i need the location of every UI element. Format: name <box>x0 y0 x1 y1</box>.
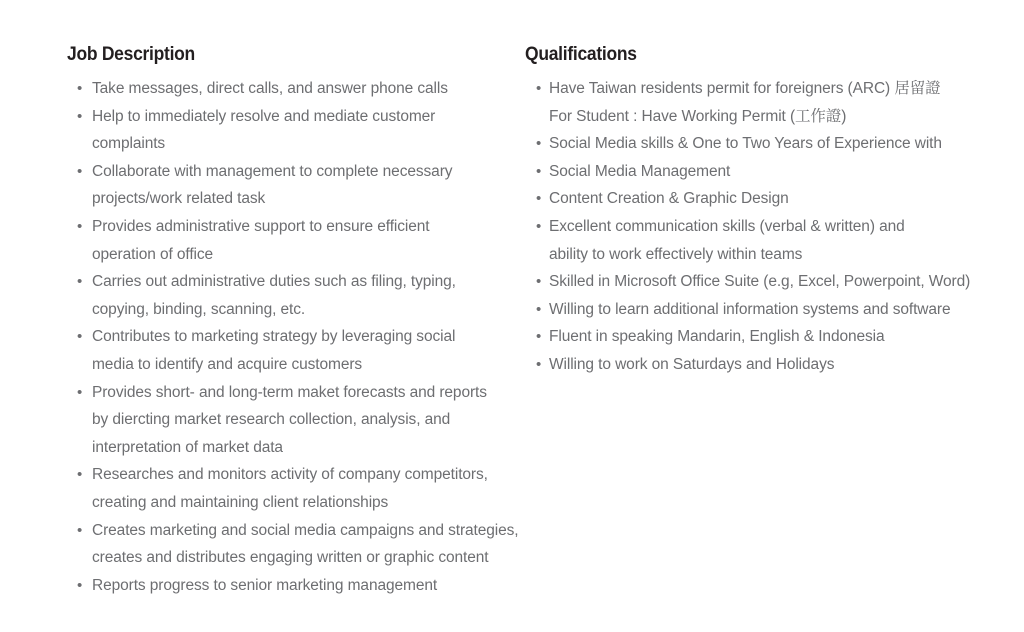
bullet-icon: • <box>77 107 83 125</box>
list-item-line: Help to immediately resolve and mediate customer <box>92 107 436 125</box>
bullet-icon: • <box>77 328 83 346</box>
list-item-line: Have Taiwan residents permit for foreigners (ARC) 居留證 <box>549 80 941 97</box>
bullet-icon: • <box>536 355 542 373</box>
list-item-line: Social Media Management <box>549 162 731 180</box>
list-item <box>525 296 1005 324</box>
bullet-icon: • <box>536 135 542 153</box>
list-item <box>525 323 1005 351</box>
list-item <box>67 158 517 213</box>
job-description-section <box>67 41 517 599</box>
list-item <box>525 351 1005 379</box>
bullet-icon: • <box>536 190 542 208</box>
list-item-line: Social Media skills & One to Two Years of Experience with <box>549 135 942 153</box>
bullet-icon: • <box>536 217 542 235</box>
list-item-line: Willing to work on Saturdays and Holidays <box>549 355 835 373</box>
list-item-line: complaints <box>92 135 166 153</box>
list-item-line: Content Creation & Graphic Design <box>549 190 789 208</box>
list-item <box>67 517 517 572</box>
list-item-line: media to identify and acquire customers <box>92 355 363 373</box>
list-item-line: Provides administrative support to ensure efficient <box>92 217 430 235</box>
list-item-line: Excellent communication skills (verbal & written) and <box>549 217 905 235</box>
list-item-line: creating and maintaining client relationships <box>92 493 389 511</box>
bullet-icon: • <box>77 576 83 594</box>
list-item-line: Collaborate with management to complete necessary <box>92 162 453 180</box>
list-item <box>67 323 517 378</box>
list-item-line: For Student : Have Working Permit (工作證) <box>549 107 847 125</box>
list-item <box>525 158 1005 186</box>
bullet-icon: • <box>536 80 542 97</box>
list-item <box>525 75 1005 130</box>
list-item <box>67 572 517 600</box>
list-item-line: Skilled in Microsoft Office Suite (e.g, Excel, Powerpoint, Word) <box>549 273 971 291</box>
bullet-icon: • <box>536 273 542 291</box>
list-item-line: Provides short- and long-term maket forecasts and reports <box>92 383 487 401</box>
list-item <box>67 213 517 268</box>
list-item-line: creates and distributes engaging written or graphic content <box>92 549 489 567</box>
list-item-line: interpretation of market data <box>92 438 283 456</box>
list-item <box>67 461 517 516</box>
list-item-line: projects/work related task <box>92 190 266 208</box>
bullet-icon: • <box>536 328 542 346</box>
list-item <box>67 268 517 323</box>
list-item-line: by diercting market research collection, analysis, and <box>92 411 451 429</box>
list-item <box>525 268 1005 296</box>
qualifications-heading: Qualifications <box>525 44 637 65</box>
list-item-line: copying, binding, scanning, etc. <box>92 300 306 318</box>
list-item <box>67 75 517 103</box>
bullet-icon: • <box>536 300 542 318</box>
list-item-line: operation of office <box>92 245 214 263</box>
bullet-icon: • <box>77 466 83 484</box>
qualifications-list <box>525 75 1005 379</box>
list-item <box>525 185 1005 213</box>
list-item-line: Creates marketing and social media campaigns and strategies, <box>92 521 519 539</box>
qualifications-section <box>525 41 1005 379</box>
list-item-line: Take messages, direct calls, and answer phone calls <box>92 80 448 97</box>
list-item-line: Fluent in speaking Mandarin, English & Indonesia <box>549 328 885 346</box>
bullet-icon: • <box>536 162 542 180</box>
list-item-line: Reports progress to senior marketing management <box>92 576 438 594</box>
list-item-line: Researches and monitors activity of company competitors, <box>92 466 488 484</box>
list-item-line: Carries out administrative duties such as filing, typing, <box>92 273 456 291</box>
bullet-icon: • <box>77 383 83 401</box>
bullet-icon: • <box>77 80 83 97</box>
bullet-icon: • <box>77 217 83 235</box>
bullet-icon: • <box>77 162 83 180</box>
list-item <box>525 213 1005 268</box>
list-item <box>67 379 517 462</box>
list-item <box>525 130 1005 158</box>
list-item-line: Contributes to marketing strategy by leveraging social <box>92 328 456 346</box>
list-item <box>67 103 517 158</box>
list-item-line: Willing to learn additional information systems and software <box>549 300 951 318</box>
job-description-list <box>67 75 517 599</box>
job-description-heading: Job Description <box>67 44 195 65</box>
list-item-line: ability to work effectively within teams <box>549 245 803 263</box>
bullet-icon: • <box>77 521 83 539</box>
bullet-icon: • <box>77 273 83 291</box>
